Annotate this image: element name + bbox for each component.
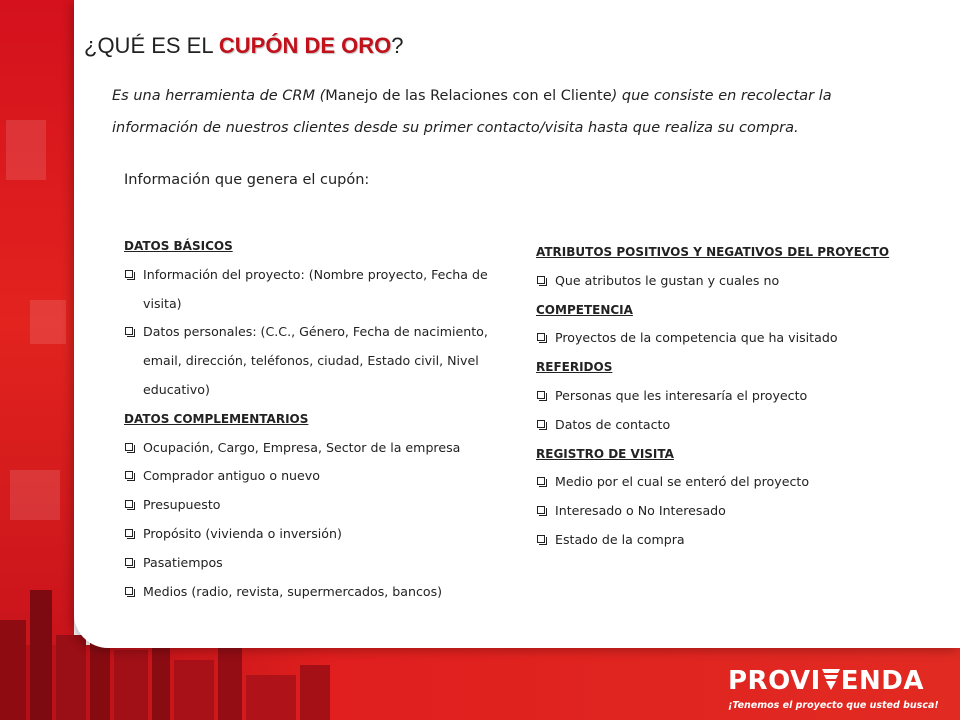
checkbox-bullet-icon <box>125 558 133 566</box>
checkbox-bullet-icon <box>537 391 545 399</box>
checkbox-bullet-icon <box>537 506 545 514</box>
brand-name-part2: ENDA <box>840 666 925 696</box>
provivienda-logo <box>728 666 939 716</box>
brand-tagline: ¡Tenemos el proyecto que usted busca! <box>728 700 939 711</box>
list-item-text: Medio por el cual se enteró del proyecto <box>555 474 810 490</box>
checkbox-bullet-icon <box>125 587 133 595</box>
title-suffix: ? <box>391 33 404 58</box>
list-item <box>124 520 506 549</box>
list-item <box>124 578 506 607</box>
list-item <box>536 468 896 497</box>
subheading: Información que genera el cupón: <box>124 172 370 188</box>
checkbox-bullet-icon <box>125 500 133 508</box>
checkbox-bullet-icon <box>125 327 133 335</box>
intro-part2: Manejo de las Relaciones con el Cliente <box>325 88 612 104</box>
list-item <box>536 324 896 353</box>
list-item <box>124 434 506 463</box>
chevron-v-mark-icon <box>821 667 841 691</box>
title-highlight: CUPÓN DE ORO <box>218 33 392 58</box>
list-item <box>124 491 506 520</box>
list-item-text: Comprador antiguo o nuevo <box>143 468 320 484</box>
page-title <box>84 33 404 59</box>
list-item <box>536 526 896 555</box>
checkbox-bullet-icon <box>537 276 545 284</box>
title-prefix: ¿QUÉ ES EL <box>84 33 219 58</box>
checkbox-bullet-icon <box>537 535 545 543</box>
checkbox-bullet-icon <box>537 333 545 341</box>
list-item <box>536 382 896 411</box>
list-item-text: Que atributos le gustan y cuales no <box>555 272 780 288</box>
list-item <box>536 267 896 296</box>
section-heading: DATOS COMPLEMENTARIOS <box>124 411 309 426</box>
list-item <box>124 261 506 319</box>
list-item <box>536 497 896 526</box>
list-item <box>124 462 506 491</box>
list-item <box>124 549 506 578</box>
brand-name-part1: PROVI <box>728 666 821 696</box>
list-item-text: Presupuesto <box>143 497 221 513</box>
list-item-text: Datos personales: (C.C., Género, Fecha de nacimiento, email, dirección, teléfonos, ciudad, Estado civil, Nivel educativo) <box>143 324 488 397</box>
intro-part1: Es una herramienta de CRM ( <box>112 88 326 104</box>
section-heading: ATRIBUTOS POSITIVOS Y NEGATIVOS DEL PROYECTO <box>536 245 890 259</box>
checkbox-bullet-icon <box>125 529 133 537</box>
list-item-text: Pasatiempos <box>143 554 223 570</box>
intro-part3: ) que consiste en recolectar la información de nuestros clientes desde su primer contacto/visita hasta que realiza su compra. <box>112 88 832 136</box>
left-column <box>124 232 506 606</box>
section-heading: REFERIDOS <box>536 360 613 375</box>
list-item-text: Propósito (vivienda o inversión) <box>143 525 342 541</box>
checkbox-bullet-icon <box>125 443 133 451</box>
intro-paragraph <box>112 80 892 144</box>
list-item-text: Personas que les interesaría el proyecto <box>555 387 808 403</box>
list-item-text: Proyectos de la competencia que ha visitado <box>555 330 838 346</box>
checkbox-bullet-icon <box>125 471 133 479</box>
list-item-text: Medios (radio, revista, supermercados, bancos) <box>143 583 443 599</box>
checkbox-bullet-icon <box>125 270 133 278</box>
list-item <box>536 411 896 440</box>
list-item-text: Ocupación, Cargo, Empresa, Sector de la empresa <box>143 439 461 455</box>
brand-name <box>728 666 928 696</box>
checkbox-bullet-icon <box>537 420 545 428</box>
list-item-text: Interesado o No Interesado <box>555 503 726 519</box>
checkbox-bullet-icon <box>537 477 545 485</box>
list-item-text: Información del proyecto: (Nombre proyecto, Fecha de visita) <box>143 266 488 311</box>
section-heading: COMPETENCIA <box>536 302 633 317</box>
section-heading: DATOS BÁSICOS <box>124 239 233 253</box>
right-column <box>536 238 896 555</box>
list-item-text: Datos de contacto <box>555 416 671 432</box>
list-item <box>124 318 506 404</box>
list-item-text: Estado de la compra <box>555 531 685 547</box>
section-heading: REGISTRO DE VISITA <box>536 446 674 461</box>
